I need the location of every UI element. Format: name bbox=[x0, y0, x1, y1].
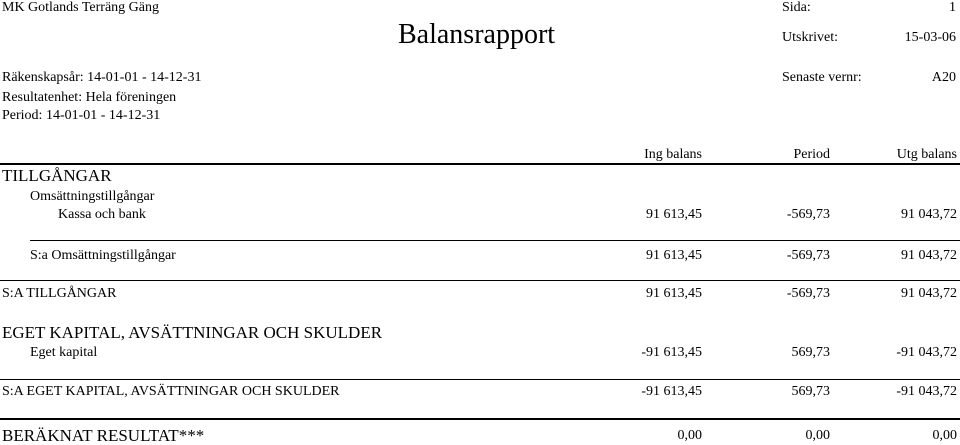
row-value-utg: 91 043,72 bbox=[901, 207, 957, 222]
column-header-utg-balans: Utg balans bbox=[896, 147, 957, 162]
row-value-ing: 0,00 bbox=[677, 428, 702, 443]
row-value-period: -569,73 bbox=[786, 248, 830, 263]
row-value-period: 569,73 bbox=[791, 345, 830, 360]
row-value-ing: -91 613,45 bbox=[641, 384, 702, 399]
total-divider bbox=[0, 280, 960, 281]
row-label: S:A EGET KAPITAL, AVSÄTTNINGAR OCH SKULDER bbox=[2, 384, 340, 399]
last-voucher-label: Senaste vernr: bbox=[782, 70, 862, 85]
row-value-ing: -91 613,45 bbox=[641, 345, 702, 360]
subtotal-divider bbox=[30, 240, 960, 241]
row-label: Kassa och bank bbox=[58, 207, 146, 222]
header-divider bbox=[0, 163, 960, 165]
fiscal-year: Räkenskapsår: 14-01-01 - 14-12-31 bbox=[2, 70, 202, 85]
column-header-period: Period bbox=[793, 147, 830, 162]
row-value-period: 569,73 bbox=[791, 384, 830, 399]
row-value-utg: -91 043,72 bbox=[896, 345, 957, 360]
total-divider bbox=[0, 379, 960, 380]
page-label: Sida: bbox=[782, 0, 811, 15]
subsection-heading-omsattningstillgangar: Omsättningstillgångar bbox=[30, 189, 155, 204]
last-voucher-value: A20 bbox=[931, 70, 956, 85]
result-divider bbox=[0, 418, 960, 420]
row-value-period: 0,00 bbox=[805, 428, 830, 443]
page-number: 1 bbox=[949, 0, 956, 15]
result-unit: Resultatenhet: Hela föreningen bbox=[2, 90, 177, 105]
report-period: Period: 14-01-01 - 14-12-31 bbox=[2, 108, 161, 123]
row-value-utg: -91 043,72 bbox=[896, 384, 957, 399]
printed-label: Utskrivet: bbox=[782, 30, 838, 45]
row-value-ing: 91 613,45 bbox=[646, 207, 702, 222]
section-heading-tillgangar: TILLGÅNGAR bbox=[2, 166, 112, 185]
column-header-ing-balans: Ing balans bbox=[644, 147, 702, 162]
report-title: Balansrapport bbox=[398, 19, 556, 50]
row-label: BERÄKNAT RESULTAT*** bbox=[2, 426, 205, 445]
row-label: S:a Omsättningstillgångar bbox=[30, 248, 176, 263]
section-heading-eget-kapital: EGET KAPITAL, AVSÄTTNINGAR OCH SKULDER bbox=[2, 323, 383, 342]
row-value-utg: 91 043,72 bbox=[901, 286, 957, 301]
row-value-period: -569,73 bbox=[786, 207, 830, 222]
organization-name: MK Gotlands Terräng Gäng bbox=[2, 0, 160, 15]
row-value-period: -569,73 bbox=[786, 286, 830, 301]
row-value-ing: 91 613,45 bbox=[646, 286, 702, 301]
row-value-ing: 91 613,45 bbox=[646, 248, 702, 263]
row-value-utg: 91 043,72 bbox=[901, 248, 957, 263]
row-label: Eget kapital bbox=[30, 345, 98, 360]
printed-date: 15-03-06 bbox=[904, 30, 956, 45]
row-value-utg: 0,00 bbox=[932, 428, 957, 443]
row-label: S:A TILLGÅNGAR bbox=[2, 286, 117, 301]
